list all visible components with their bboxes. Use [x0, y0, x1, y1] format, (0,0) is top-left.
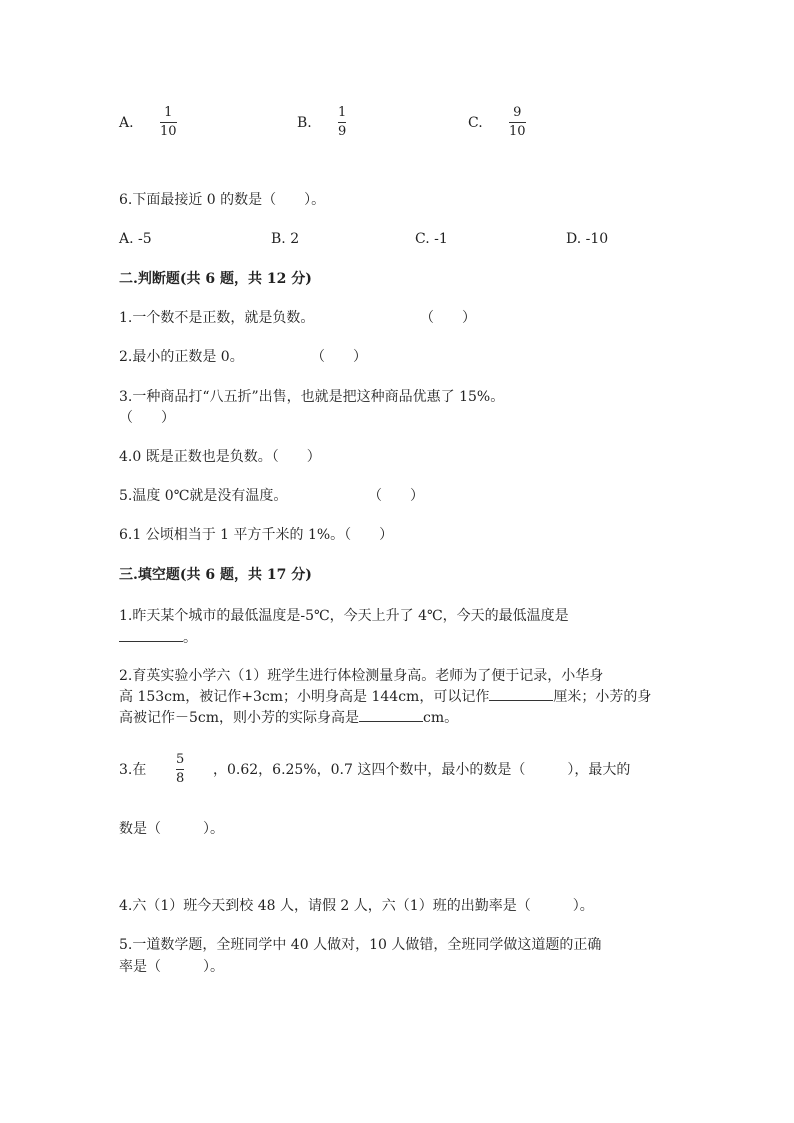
judge-item-2: 2.最小的正数是 0。 — [119, 349, 244, 365]
fraction-numerator: 1 — [164, 105, 173, 120]
q3-fraction — [176, 753, 184, 786]
judge-item-3-paren: （ ） — [119, 410, 175, 426]
fraction-denominator: 9 — [338, 124, 347, 139]
fraction-numerator: 9 — [513, 105, 522, 120]
q6-option-c: C. -1 — [415, 231, 448, 247]
fill-item-1-line-2 — [119, 629, 197, 647]
fraction-bar — [176, 769, 184, 770]
option-c-label: C. — [468, 115, 483, 131]
option-b-fraction — [338, 106, 346, 139]
section-2-title: 二.判断题(共 6 题，共 12 分) — [119, 271, 312, 287]
fill-item-5-line-2: 率是（ ）。 — [119, 959, 224, 975]
q6-option-d: D. -10 — [566, 231, 609, 247]
fraction-denominator: 8 — [176, 771, 185, 786]
fraction-numerator: 5 — [176, 752, 185, 767]
text-segment: 高被记作－5cm，则小芳的实际身高是 — [119, 710, 360, 726]
judge-item-1-paren: （ ） — [420, 310, 476, 326]
fill-item-5-line-1: 5.一道数学题，全班同学中 40 人做对，10 人做错，全班同学做这道题的正确 — [119, 937, 602, 953]
fraction-denominator: 10 — [509, 124, 526, 139]
option-a-fraction — [160, 106, 177, 139]
judge-item-5-paren: （ ） — [368, 488, 424, 504]
judge-item-2-paren: （ ） — [311, 349, 367, 365]
judge-item-3: 3.一种商品打“八五折”出售，也就是把这种商品优惠了 15%。 — [119, 389, 505, 405]
option-a-label: A. — [119, 115, 134, 131]
option-c-fraction — [509, 106, 526, 139]
answer-blank[interactable] — [489, 688, 553, 701]
fraction-numerator: 1 — [338, 105, 347, 120]
text-segment: cm。 — [423, 710, 459, 726]
text-segment: 高 153cm，被记作+3cm；小明身高是 144cm，可以记作 — [119, 689, 490, 705]
fraction-bar — [160, 122, 177, 123]
judge-item-5: 5.温度 0℃就是没有温度。 — [119, 488, 288, 504]
punctuation: 。 — [183, 630, 197, 646]
q6-option-b: B. 2 — [271, 231, 300, 247]
answer-blank[interactable] — [359, 709, 423, 722]
q6-option-a: A. -5 — [119, 231, 152, 247]
judge-item-4: 4.0 既是正数也是负数。（ ） — [119, 449, 321, 465]
fill-item-2-line-2 — [119, 688, 651, 706]
fill-item-2-line-3 — [119, 709, 458, 727]
fill-item-3-rest: ，0.62，6.25%，0.7 这四个数中，最小的数是（ ），最大的 — [213, 762, 631, 778]
section-3-title: 三.填空题(共 6 题，共 17 分) — [119, 567, 312, 583]
fraction-bar — [509, 122, 526, 123]
question-6: 6.下面最接近 0 的数是（ ）。 — [119, 192, 326, 208]
fill-item-3-prefix: 3.在 — [119, 762, 147, 778]
text-segment: 厘米；小芳的身 — [553, 689, 652, 705]
fill-item-2-line-1: 2.育英实验小学六（1）班学生进行体检测量身高。老师为了便于记录，小华身 — [119, 668, 604, 684]
fraction-denominator: 10 — [160, 124, 177, 139]
judge-item-1 — [119, 309, 314, 327]
judge-item-text: 1.一个数不是正数，就是负数。 — [119, 310, 315, 326]
fill-item-1-line-1: 1.昨天某个城市的最低温度是-5℃，今天上升了 4℃，今天的最低温度是 — [119, 608, 569, 624]
fraction-bar — [338, 122, 346, 123]
answer-blank[interactable] — [119, 629, 183, 642]
option-b-label: B. — [297, 115, 312, 131]
judge-item-6: 6.1 公顷相当于 1 平方千米的 1%。（ ） — [119, 527, 394, 543]
fill-item-4: 4.六（1）班今天到校 48 人，请假 2 人，六（1）班的出勤率是（ ）。 — [119, 898, 594, 914]
fill-item-3-line-2: 数是（ ）。 — [119, 821, 224, 837]
